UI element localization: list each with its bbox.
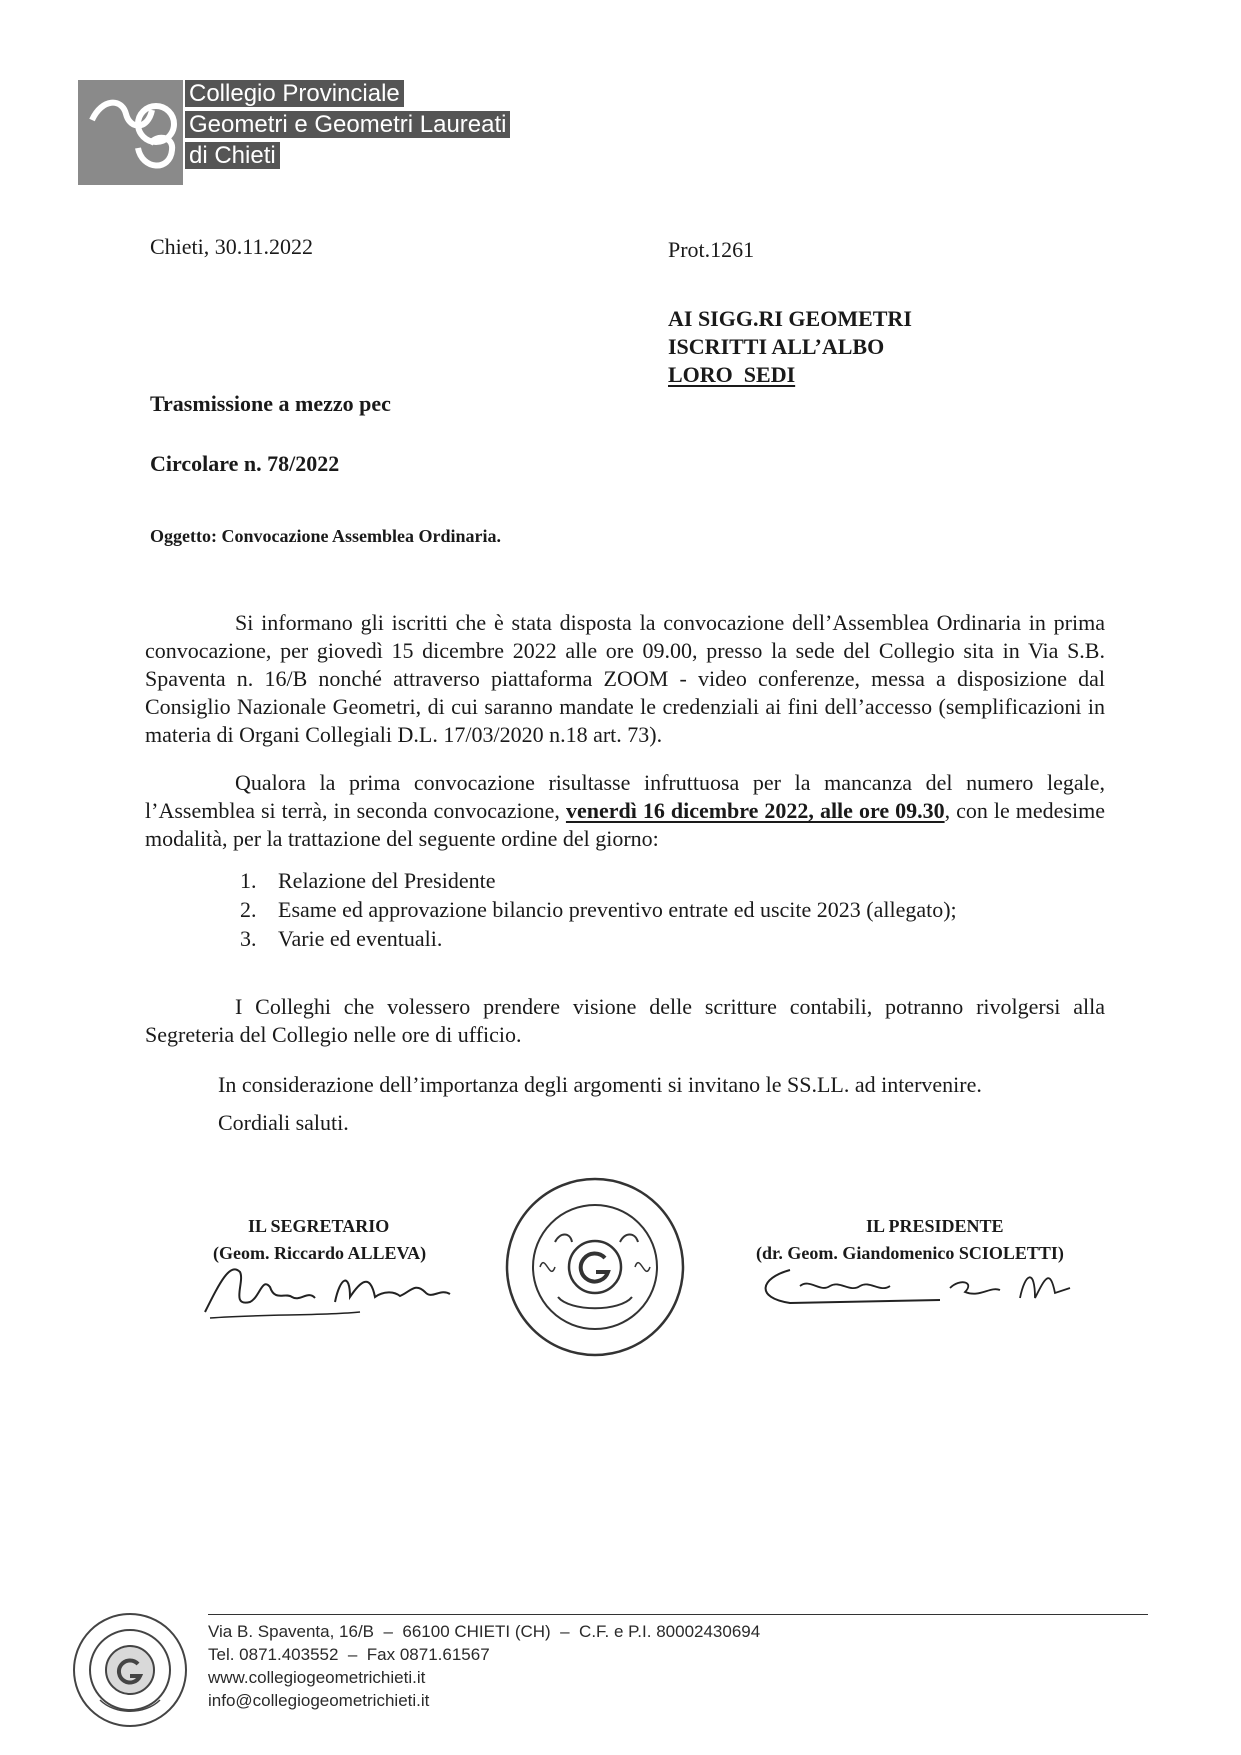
closing-greeting: Cordiali saluti. <box>218 1110 349 1135</box>
recipient-line-3: LORO SEDI <box>668 362 796 387</box>
paragraph-first-convocation: Si informano gli iscritti che è stata disposta la convocazione dell’Assemblea Ordinaria in prima convocazione, per giovedì 15 dicembre 2022 alle ore 09.00, presso la sede del Collegio sita in Via S.B. Spaventa n. 16/B nonché attraverso piattaforma ZOOM - video conferenze, messa a disposizione dal Consiglio Nazionale Geometri, di cui saranno mandate le credenziali ai fini dell’accesso (semplificazioni in materia di Organi Collegiali D.L. 17/03/2020 n.18 art. 73). <box>145 610 1105 747</box>
footer-email-link[interactable]: info@collegiogeometrichieti.it <box>208 1691 430 1710</box>
president-title: IL PRESIDENTE <box>866 1216 1004 1236</box>
footer-seal-icon <box>70 1610 190 1730</box>
footer-contact-block <box>208 1620 760 1712</box>
protocol-number: Prot.1261 <box>668 237 755 262</box>
circular-number: Circolare n. 78/2022 <box>150 451 340 476</box>
recipient-line-2: ISCRITTI ALL’ALBO <box>668 334 885 359</box>
paragraph-accounting-records: I Colleghi che volessero prendere visione delle scritture contabili, potranno rivolgersi alla Segreteria del Collegio nelle ore di ufficio. <box>145 994 1105 1047</box>
agenda-item <box>240 924 957 953</box>
agenda-item-text: Esame ed approvazione bilancio preventivo entrate ed uscite 2023 (allegato); <box>278 897 957 922</box>
footer-phone-fax: Tel. 0871.403552 – Fax 0871.61567 <box>208 1645 490 1664</box>
secretary-title: IL SEGRETARIO <box>248 1216 390 1236</box>
logo-line-1: Collegio Provinciale <box>185 80 404 107</box>
place-date: Chieti, 30.11.2022 <box>150 234 313 259</box>
footer-address: Via B. Spaventa, 16/B – 66100 CHIETI (CH) – C.F. e P.I. 80002430694 <box>208 1622 761 1641</box>
p2-highlighted-date: venerdì 16 dicembre 2022, alle ore 09.30 <box>565 798 945 823</box>
agenda-item-number: 1. <box>240 868 257 893</box>
secretary-name: (Geom. Riccardo ALLEVA) <box>213 1243 427 1263</box>
subject-line: Oggetto: Convocazione Assemblea Ordinaria. <box>150 526 501 546</box>
secretary-signature <box>200 1252 460 1322</box>
footer-website-link[interactable]: www.collegiogeometrichieti.it <box>208 1668 426 1687</box>
agenda-item <box>240 895 957 924</box>
agenda-item-number: 3. <box>240 926 257 951</box>
p2-text-after: , con le medesime modalità, per la trattazione del seguente ordine del giorno: <box>145 798 1105 851</box>
logo-line-3: di Chieti <box>185 142 280 169</box>
paragraph-invitation: In considerazione dell’importanza degli argomenti si invitano le SS.LL. ad intervenire. <box>218 1072 982 1097</box>
official-stamp-seal <box>500 1172 690 1362</box>
agenda-item-text: Varie ed eventuali. <box>278 926 443 951</box>
president-signature <box>750 1258 1090 1318</box>
recipient-line-1: AI SIGG.RI GEOMETRI <box>668 306 912 331</box>
letterhead-logo <box>78 80 568 185</box>
agenda-item <box>240 866 957 895</box>
logo-line-2: Geometri e Geometri Laureati <box>185 111 510 138</box>
p2-text-before: Qualora la prima convocazione risultasse infruttuosa per la mancanza del numero legale, l’Assemblea si terrà, in seconda convocazione, <box>145 770 1105 823</box>
paragraph-second-convocation <box>145 769 1105 853</box>
agenda-list <box>240 866 957 953</box>
footer-divider <box>208 1614 1148 1615</box>
collegio-logo-icon <box>78 80 183 185</box>
recipients-block <box>668 305 912 389</box>
president-name: (dr. Geom. Giandomenico SCIOLETTI) <box>756 1243 1064 1263</box>
agenda-item-number: 2. <box>240 897 257 922</box>
transmission-note: Trasmissione a mezzo pec <box>150 391 391 416</box>
agenda-item-text: Relazione del Presidente <box>278 868 496 893</box>
